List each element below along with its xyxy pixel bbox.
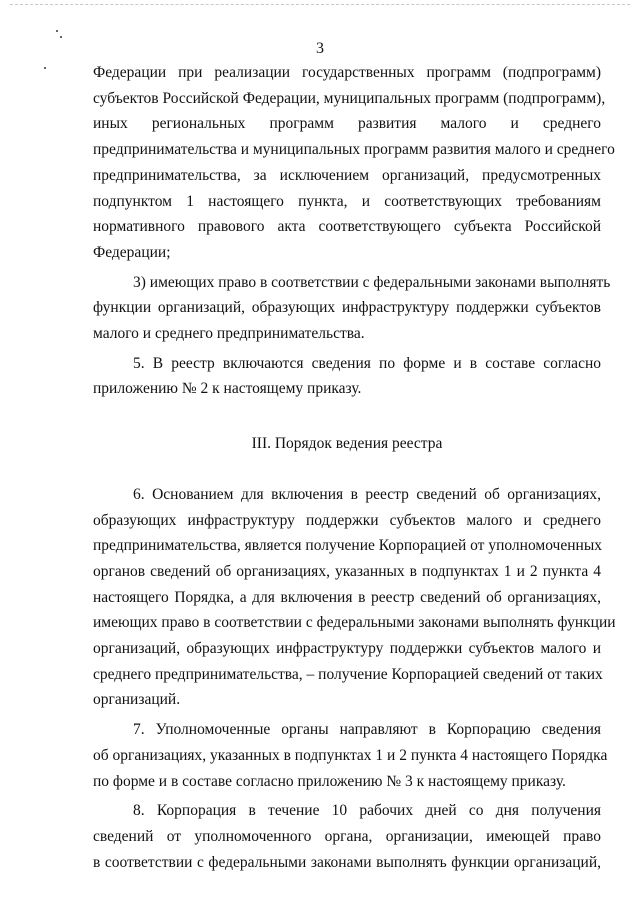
paragraph: [93, 60, 615, 266]
text-line: настоящего Порядка, а для включения в реестр сведений об организациях,: [93, 588, 601, 606]
text-line: предпринимательства, за исключением организаций, предусмотренных: [93, 166, 601, 184]
text-line: приложению № 2 к настоящему приказу.: [93, 380, 362, 398]
text-line: имеющих право в соответствии с федеральными законами выполнять функции: [93, 614, 616, 632]
text-line: сведений от уполномоченного органа, организации, имеющей право: [93, 827, 601, 845]
text-line: в соответствии с федеральными законами выполнять функции организаций,: [93, 853, 601, 871]
text-line: подпунктом 1 настоящего пункта, и соответствующих требованиям: [93, 192, 601, 210]
text-line: субъектов Российской Федерации, муниципальных программ (подпрограмм),: [93, 89, 606, 107]
scan-speck: [56, 30, 58, 32]
text-line: по форме и в составе согласно приложению № 3 к настоящему приказу.: [93, 772, 566, 790]
scan-speck: [60, 36, 62, 38]
text-line: организаций.: [93, 691, 181, 709]
text-line: среднего предпринимательства, – получение Корпорацией сведений от таких: [93, 665, 603, 683]
text-line: иных региональных программ развития малого и среднего: [93, 115, 601, 133]
text-line: 3) имеющих право в соответствии с федеральными законами выполнять: [133, 273, 611, 291]
text-line: Федерации;: [93, 243, 171, 261]
scan-speck: [44, 67, 46, 69]
page-number: 3: [316, 40, 324, 57]
scan-edge: [10, 4, 630, 5]
text-line: органов сведений об организациях, указанных в подпунктах 1 и 2 пункта 4: [93, 562, 601, 580]
paragraph: [93, 798, 601, 875]
document-body: [93, 60, 616, 879]
text-line: малого и среднего предпринимательства.: [93, 325, 365, 343]
text-line: образующих инфраструктуру поддержки субъектов малого и среднего: [93, 511, 601, 529]
paragraph: [93, 482, 616, 713]
text-line: 6. Основанием для включения в реестр сведений об организациях,: [133, 485, 601, 503]
text-line: об организациях, указанных в подпунктах 1 и 2 пункта 4 настоящего Порядка: [93, 746, 608, 764]
text-line: 7. Уполномоченные органы направляют в Корпорацию сведения: [133, 721, 601, 739]
text-line: функции организаций, образующих инфраструктуру поддержки субъектов: [93, 299, 601, 317]
text-line: 5. В реестр включаются сведения по форме и в составе согласно: [133, 354, 601, 372]
text-line: Федерации при реализации государственных программ (подпрограмм): [93, 64, 601, 81]
text-line: предпринимательства и муниципальных программ развития малого и среднего: [93, 141, 615, 159]
paragraph: [93, 717, 608, 794]
paragraph: [93, 270, 611, 347]
section-heading: III. Порядок ведения реестра: [251, 435, 443, 453]
text-line: организаций, образующих инфраструктуру поддержки субъектов малого и: [93, 640, 601, 658]
text-line: 8. Корпорация в течение 10 рабочих дней со дня получения: [133, 802, 601, 820]
text-line: предпринимательства, является получение Корпорацией от уполномоченных: [93, 537, 602, 555]
paragraph: [93, 351, 601, 402]
text-line: нормативного правового акта соответствующего субъекта Российской: [93, 218, 601, 236]
